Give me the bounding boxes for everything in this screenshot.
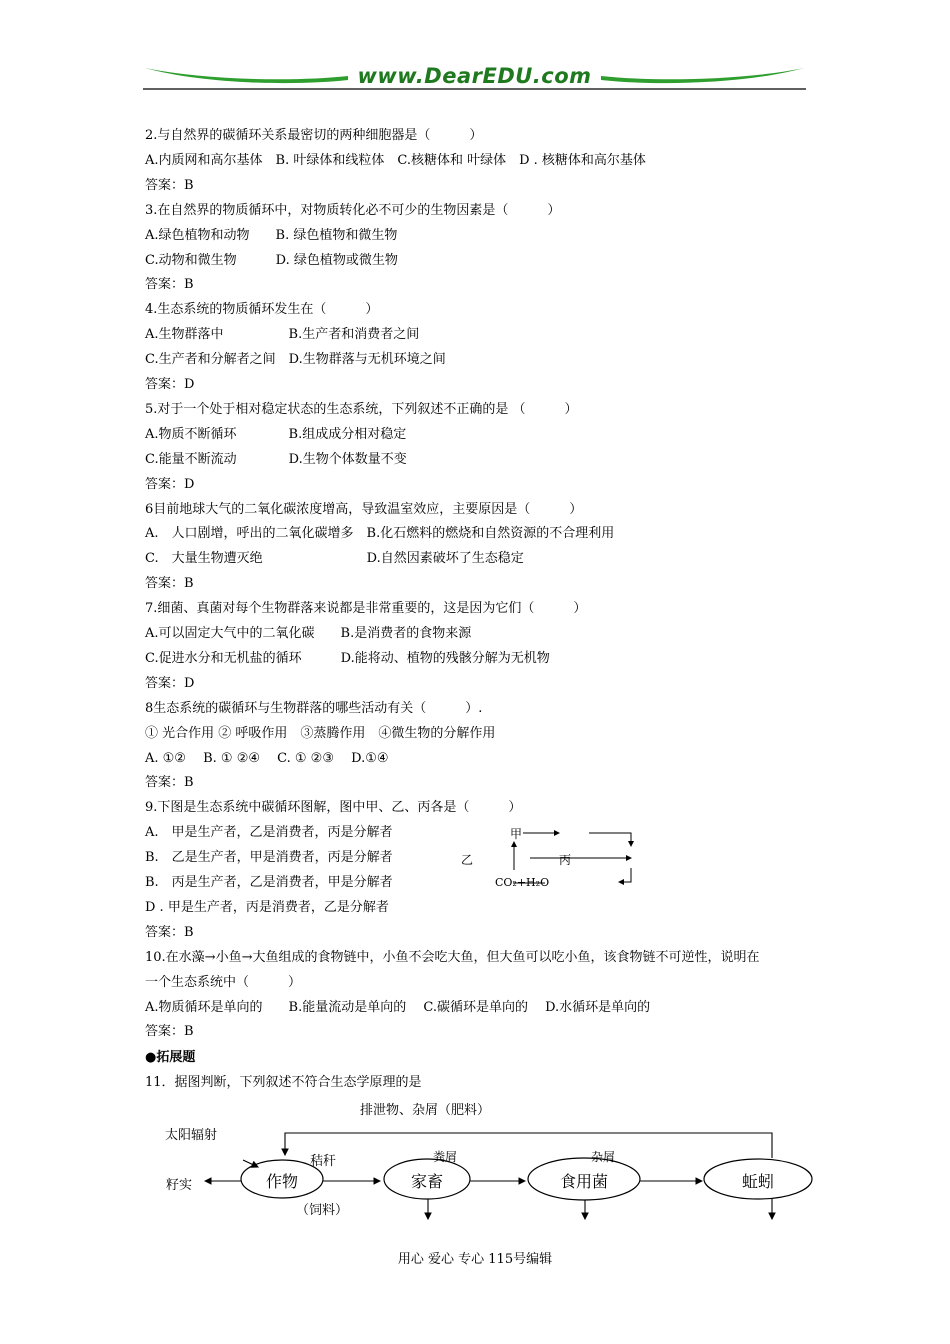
answer-line: 答案：B [145,576,194,592]
question-line: B. 乙是生产者，甲是消费者，丙是分解者 [145,850,393,866]
question-line: A. ①② B. ① ②④ C. ① ②③ D.①④ [145,750,389,766]
page-header [143,62,806,92]
question-line: 10.在水藻→小鱼→大鱼组成的食物链中，小鱼不会吃大鱼，但大鱼可以吃小鱼，该食物链不可逆性，说明在 [145,949,760,965]
question-line: C. 大量生物遭灭绝 D.自然因素破坏了生态稳定 [145,551,524,567]
question-line: A. 甲是生产者，乙是消费者，丙是分解者 [145,825,393,841]
question-line: D . 甲是生产者，丙是消费者，乙是分解者 [145,899,389,915]
node-earthworm: 蚯蚓 [741,1172,774,1191]
question-line: 7.细菌、真菌对每个生物群落来说都是非常重要的，这是因为它们（ ） [145,601,587,617]
node-yi: 乙 [461,853,474,867]
label-feed: （饲料） [296,1203,349,1218]
label-straw: 秸秆 [310,1154,337,1169]
label-residue: 杂屑 [591,1150,616,1164]
question-line: 3.在自然界的物质循环中，对物质转化必不可少的生物因素是（ ） [145,202,561,218]
question-line: 5.对于一个处于相对稳定状态的生态系统，下列叙述不正确的是 （ ） [145,401,578,417]
node-crop: 作物 [265,1172,298,1191]
question-line: 4.生态系统的物质循环发生在（ ） [145,302,379,318]
label-seed: 籽实 [166,1178,193,1193]
question-line: 6目前地球大气的二氧化碳浓度增高，导致温室效应，主要原因是（ ） [145,501,583,517]
ecosystem-diagram [150,1097,830,1227]
answer-line: 答案：B [145,924,194,940]
page-footer: 用心 爱心 专心 115号编辑 [397,1252,553,1267]
node-livestock: 家畜 [410,1172,443,1191]
question-line: 一个生态系统中（ ） [145,974,302,990]
question-line: C.能量不断流动 D.生物个体数量不变 [145,451,407,467]
answer-line: 答案：B [145,775,194,791]
question-11: 11．据图判断，下列叙述不符合生态学原理的是 [145,1075,422,1090]
label-solar-radiation: 太阳辐射 [165,1128,218,1143]
carbon-cycle-diagram [455,822,645,897]
node-co2: CO₂+H₂O [495,876,550,889]
node-jia: 甲 [510,827,523,841]
question-line: A.物质循环是单向的 B.能量流动是单向的 C.碳循环是单向的 D.水循环是单向的 [145,999,651,1015]
question-line: C.促进水分和无机盐的循环 D.能将动、植物的残骸分解为无机物 [145,650,550,666]
question-line: A.内质网和高尔基体 B. 叶绿体和线粒体 C.核糖体和 叶绿体 D . 核糖体和高尔基体 [145,152,646,168]
question-line: A.物质不断循环 B.组成成分相对稳定 [145,426,407,442]
answer-line: 答案：D [145,476,195,492]
node-edible-fungi: 食用菌 [559,1172,608,1191]
label-manure: 粪屑 [433,1150,458,1164]
answer-line: 答案：B [145,277,194,293]
node-bing: 丙 [559,853,572,867]
question-line: A.绿色植物和动物 B. 绿色植物和微生物 [145,227,398,243]
answer-line: 答案：B [145,1024,194,1040]
question-line: 8生态系统的碳循环与生物群落的哪些活动有关（ ）. [145,700,483,716]
site-logo-text: www.DearEDU.com [357,64,592,88]
section-title: ●拓展题 [145,1050,196,1065]
question-line: 9.下图是生态系统中碳循环图解，图中甲、乙、丙各是（ ） [145,800,522,816]
label-excrement-fertilizer: 排泄物、杂屑（肥料） [360,1103,491,1118]
question-line: C.生产者和分解者之间 D.生物群落与无机环境之间 [145,352,446,368]
question-line: B. 丙是生产者，乙是消费者，甲是分解者 [145,875,393,890]
question-line: A. 人口剧增，呼出的二氧化碳增多 B.化石燃料的燃烧和自然资源的不合理利用 [145,526,615,542]
answer-line: 答案：D [145,675,195,691]
question-line: A.生物群落中 B.生产者和消费者之间 [145,327,420,343]
answer-line: 答案：D [145,377,195,392]
question-line: ① 光合作用 ② 呼吸作用 ③蒸腾作用 ④微生物的分解作用 [145,725,496,741]
question-line: A.可以固定大气中的二氧化碳 B.是消费者的食物来源 [145,626,472,641]
question-line: C.动物和微生物 D. 绿色植物或微生物 [145,252,398,268]
answer-line: 答案：B [145,177,194,193]
question-line: 2.与自然界的碳循环关系最密切的两种细胞器是（ ） [145,128,483,143]
